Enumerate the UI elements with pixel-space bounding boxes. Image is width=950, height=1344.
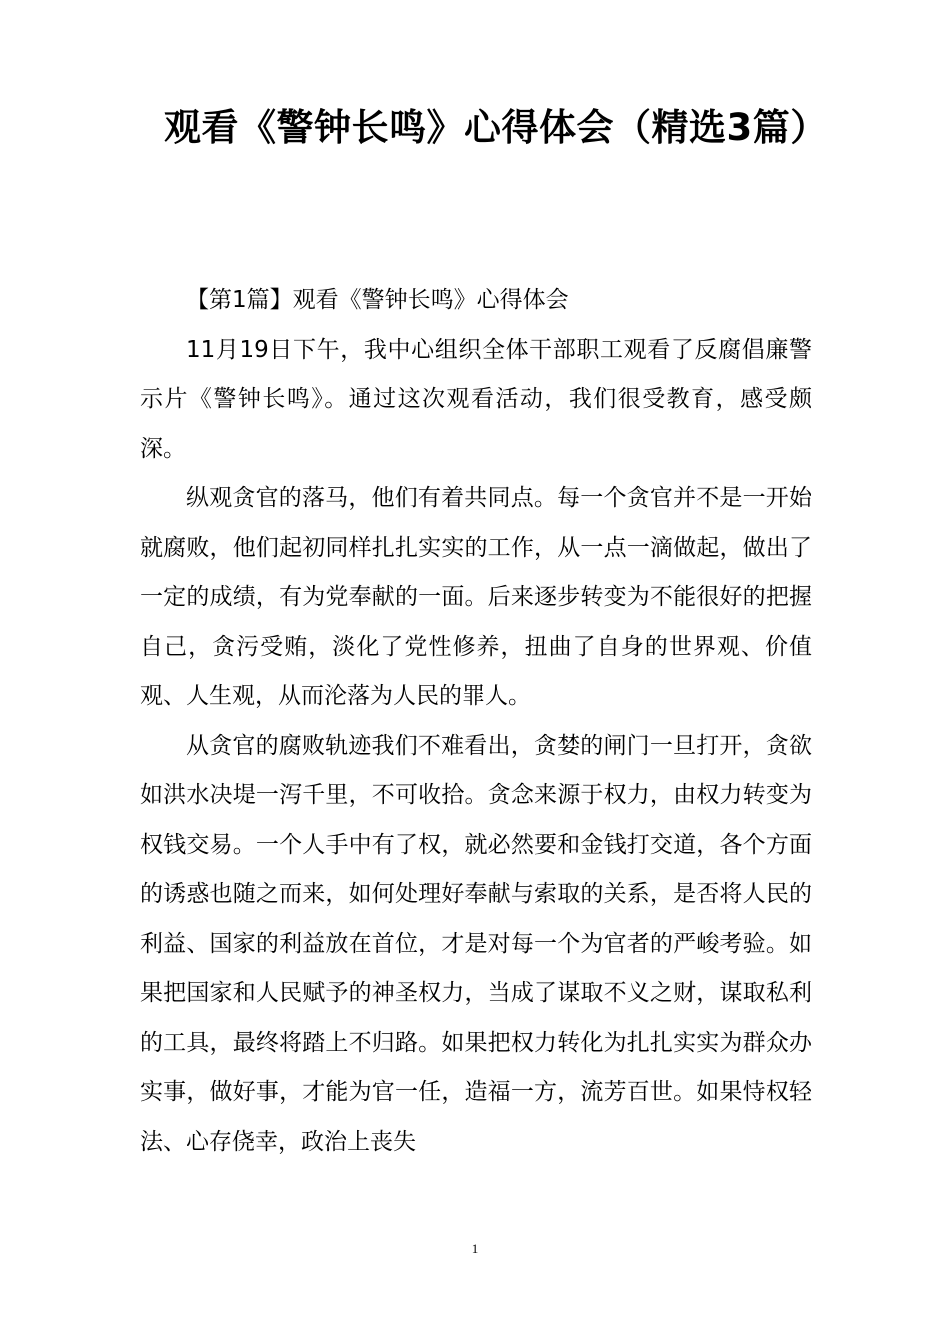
paragraph: 从贪官的腐败轨迹我们不难看出，贪婪的闸门一旦打开，贪欲如洪水决堤一泻千里，不可收拾。贪念来源于权力，由权力转变为权钱交易。一个人手中有了权，就必然要和金钱打交道，各个方面的诱惑也随之而来，如何处理好奉献与索取的关系，是否将人民的利益、国家的利益放在首位，才是对每一个为官者的严峻考验。如果把国家和人民赋予的神圣权力，当成了谋取不义之财，谋取私利的工具，最终将踏上不归路。如果把权力转化为扎扎实实为群众办实事，做好事，才能为官一任，造福一方，流芳百世。如果恃权轻法、心存侥幸，政治上丧失 — [140, 732, 812, 1155]
section-heading: 【第1篇】观看《警钟长鸣》心得体会 — [186, 287, 569, 313]
page-number: 1 — [471, 1241, 479, 1256]
paragraph: 11月19日下午，我中心组织全体干部职工观看了反腐倡廉警示片《警钟长鸣》。通过这次观看活动，我们很受教育，感受颇深。 — [140, 336, 812, 462]
document-body — [140, 276, 812, 1167]
paragraph: 纵观贪官的落马，他们有着共同点。每一个贪官并不是一开始就腐败，他们起初同样扎扎实实的工作，从一点一滴做起，做出了一定的成绩，有为党奉献的一面。后来逐步转变为不能很好的把握自己，贪污受贿，淡化了党性修养，扭曲了自身的世界观、价值观、人生观，从而沦落为人民的罪人。 — [140, 485, 812, 709]
document-title: 观看《警钟长鸣》心得体会（精选3篇） — [164, 106, 828, 149]
